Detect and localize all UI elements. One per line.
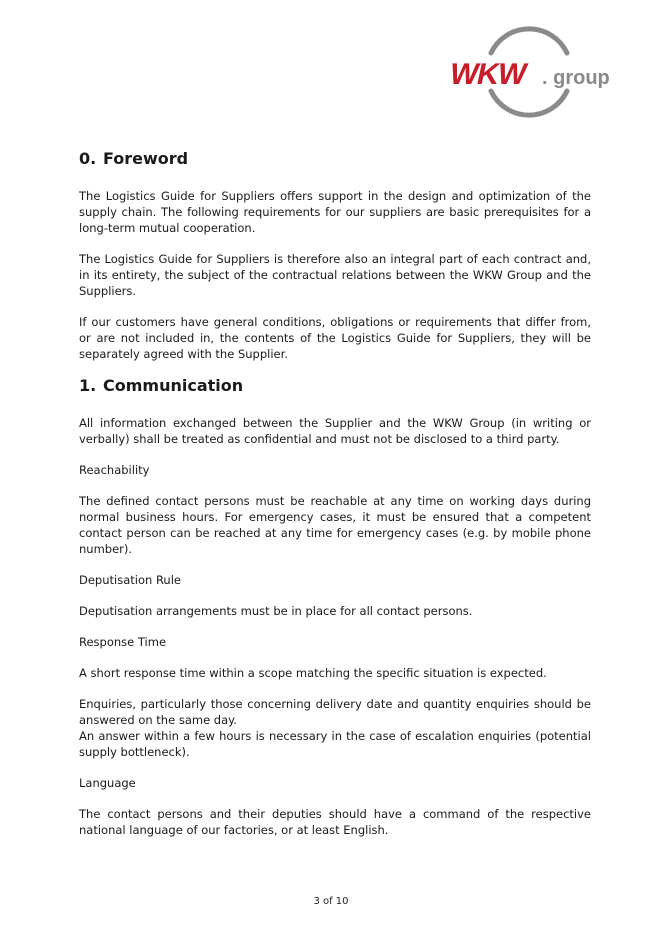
paragraph: If our customers have general conditions, obligations or requirements that differ from, or are not included in, the contents of the Logistics Guide for Suppliers, they will be separately agreed with the Supplier. (79, 315, 591, 361)
section-title: Foreword (103, 149, 189, 168)
paragraph: The contact persons and their deputies should have a command of the respective national language of our factories, or at least English. (79, 807, 591, 837)
section-title: Communication (103, 376, 244, 395)
subheading-reachability: Reachability (79, 463, 150, 477)
paragraph: The Logistics Guide for Suppliers is therefore also an integral part of each contract and, in its entirety, the subject of the contractual relations between the WKW Group and the Suppliers. (79, 252, 591, 298)
paragraph: An answer within a few hours is necessary in the case of escalation enquiries (potential supply bottleneck). (79, 729, 591, 759)
paragraph: The defined contact persons must be reachable at any time on working days during normal business hours. For emergency cases, it must be ensured that a competent contact person can be reached at any time for emergency cases (e.g. by mobile phone number). (79, 494, 591, 556)
paragraph: A short response time within a scope matching the specific situation is expected. (79, 666, 547, 680)
document-body (79, 147, 591, 853)
section-number: 0. (79, 149, 97, 168)
paragraph: Enquiries, particularly those concerning delivery date and quantity enquiries should be answered on the same day. (79, 697, 591, 727)
section-heading-communication (79, 374, 591, 398)
paragraph: Deputisation arrangements must be in place for all contact persons. (79, 604, 473, 618)
paragraph: All information exchanged between the Supplier and the WKW Group (in writing or verbally) shall be treated as confidential and must not be disclosed to a third party. (79, 416, 591, 446)
logo-brand: WKW (446, 58, 529, 91)
section-heading-foreword (79, 147, 591, 171)
paragraph-group (79, 696, 591, 760)
company-logo (446, 28, 610, 124)
subheading-language: Language (79, 776, 136, 790)
subheading-deputisation-rule: Deputisation Rule (79, 573, 181, 587)
logo-suffix: . group (542, 67, 610, 89)
page-number: 3 of 10 (313, 896, 349, 907)
subheading-response-time: Response Time (79, 635, 167, 649)
section-number: 1. (79, 376, 97, 395)
paragraph: The Logistics Guide for Suppliers offers support in the design and optimization of the supply chain. The following requirements for our suppliers are basic prerequisites for a long-term mutual cooperation. (79, 189, 591, 235)
